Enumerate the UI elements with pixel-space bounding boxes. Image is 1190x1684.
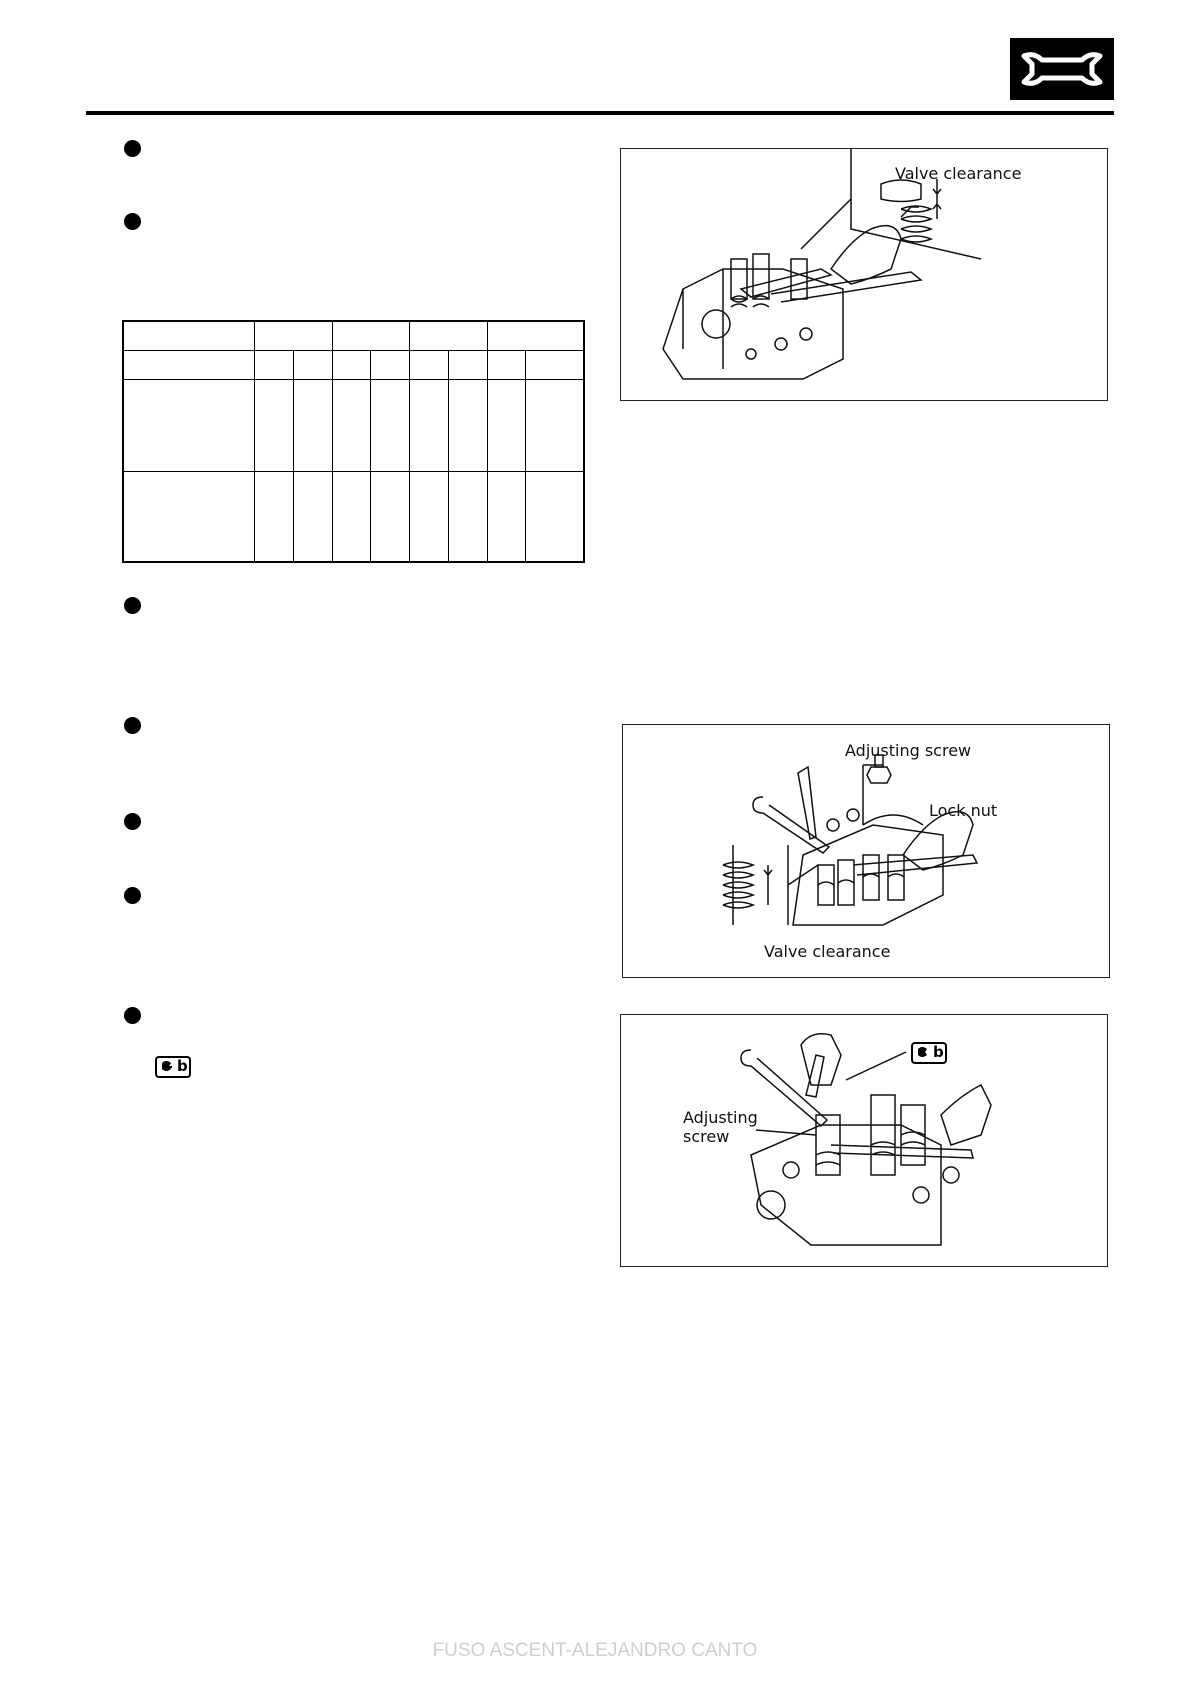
bullet <box>124 717 141 734</box>
bullet <box>124 887 141 904</box>
watermark: FUSO ASCENT-ALEJANDRO CANTO <box>432 1640 758 1661</box>
figure-valve-adjustment <box>622 724 1110 978</box>
bullet <box>124 140 141 157</box>
label-valve-clearance: Valve clearance <box>895 164 1022 183</box>
table-row <box>123 350 584 379</box>
wrench-icon <box>1010 38 1114 100</box>
table-row <box>123 471 584 562</box>
torque-wrench-icon <box>155 1056 191 1078</box>
bullet <box>124 1007 141 1024</box>
table-row <box>123 321 584 350</box>
figure-adjusting-screw-tightening <box>620 1014 1108 1267</box>
engine-illustration <box>621 149 1107 400</box>
label-adjusting-screw: Adjusting screw <box>845 741 972 760</box>
bullet <box>124 597 141 614</box>
table-row <box>123 379 584 471</box>
badge-letter: b <box>933 1043 944 1061</box>
bullet <box>124 813 141 830</box>
label-lock-nut: Lock nut <box>929 801 998 820</box>
label-valve-clearance: Valve clearance <box>764 942 891 961</box>
adjustment-illustration <box>623 725 1109 977</box>
label-adjusting-screw-line1: Adjusting <box>683 1108 758 1127</box>
figure-valve-clearance-check <box>620 148 1108 401</box>
badge-letter: b <box>177 1057 188 1075</box>
valve-clearance-table <box>122 320 585 563</box>
bullet <box>124 213 141 230</box>
header-rule <box>86 111 1114 115</box>
label-adjusting-screw-line2: screw <box>683 1127 730 1146</box>
torque-wrench-icon <box>911 1042 947 1064</box>
